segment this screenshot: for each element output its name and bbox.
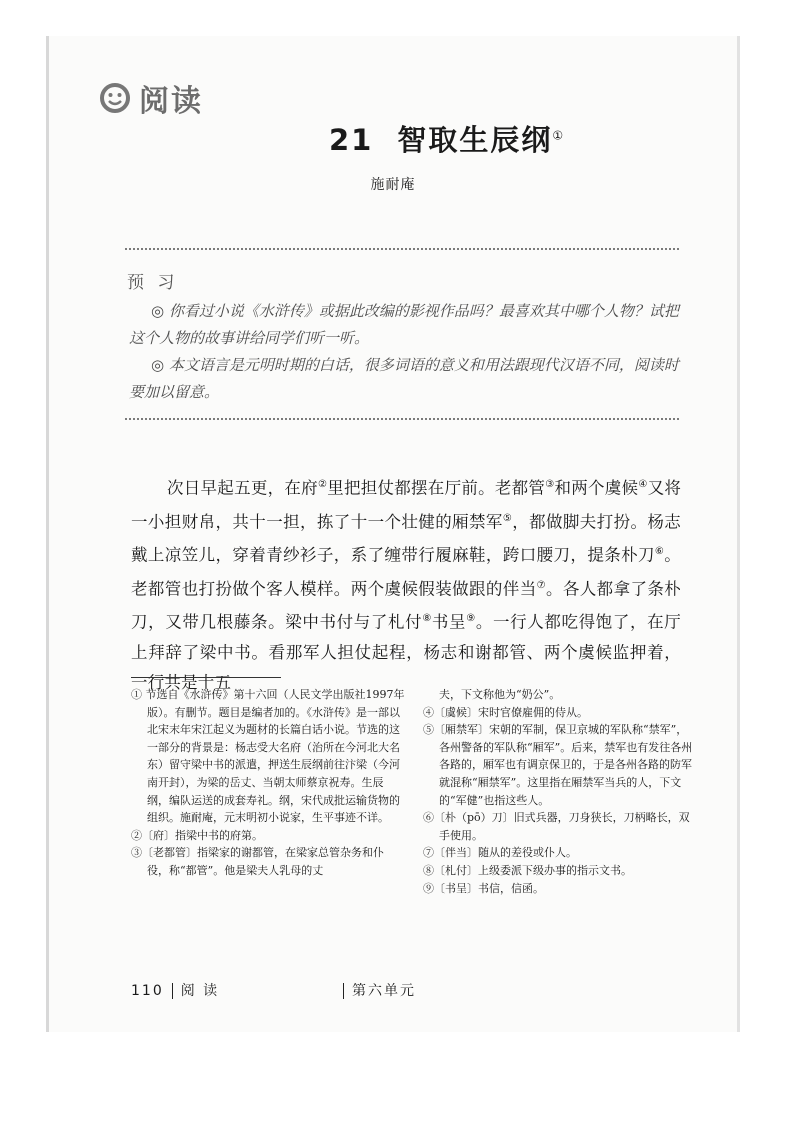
main-text (131, 470, 681, 698)
footnote: ① 节选自《水浒传》第十六回（人民文学出版社1997年版）。有删节。题目是编者加的。《水浒传》是一部以北宋末年宋江起义为题材的长篇白话小说。节选的这一部分的背景是：杨志受大名府（治所在今河北大名东）留守梁中书的派遣，押送生辰纲前往汴梁（今河南开封），为梁的岳丈、当朝太师蔡京祝寿。生辰纲，编队运送的成套寿礼。纲，宋代成批运输货物的组织。施耐庵，元末明初小说家，生平事迹不详。 (131, 688, 405, 825)
divider-top (125, 248, 679, 250)
note-mark: ④ (638, 479, 648, 490)
footnote: ⑨〔书呈〕书信，信函。 (423, 881, 544, 895)
footnotes-left (131, 686, 405, 880)
text-run: 书呈 (431, 612, 467, 632)
note-mark: ② (317, 479, 328, 490)
footnote-continued: 夫，下文称他为“奶公”。 (439, 688, 561, 701)
lesson-title-text: 智取生辰纲 (397, 123, 553, 157)
footnote: ⑤〔厢禁军〕宋朝的军制，保卫京城的军队称“禁军”，各州警备的军队称“厢军”。后来，禁军也有发往各州各路的，厢军也有调京保卫的，于是各州各路的防军就混称“厢禁军”。这里指在厢禁军当兵的人，下文的“军健”也指这些人。 (423, 723, 693, 807)
footer-divider (172, 983, 173, 999)
footnote: ⑥〔朴（pō）刀〕旧式兵器，刀身狭长，刀柄略长，双手使用。 (423, 811, 690, 842)
text-run: 次日早起五更，在府 (167, 478, 318, 498)
footnote-rule (131, 677, 281, 678)
footnotes-right (423, 686, 697, 897)
text-run: 。老都管也打扮做个客人模样。两个虞候假装做跟的伴当 (131, 545, 681, 598)
divider-bottom (125, 418, 679, 420)
page-footer-left (131, 980, 219, 1000)
lesson-number: 21 (329, 123, 374, 157)
preview-item: ◎ 你看过小说《水浒传》或据此改编的影视作品吗？最喜欢其中哪个人物？试把这个人物的故事讲给同学们听一听。 (129, 302, 679, 347)
text-run: 又将一小担财帛，共十一担，拣了十一个壮健的厢禁军 (131, 478, 682, 531)
preview-label: 预 习 (127, 273, 179, 293)
author: 施耐庵 (370, 177, 416, 193)
text-run: 。各人都拿了条朴刀，又带几根藤条。梁中书付与了札付 (131, 579, 681, 632)
footnote: ⑧〔札付〕上级委派下级办事的指示文书。 (423, 863, 632, 877)
text-run: 和两个虞候 (554, 478, 639, 498)
smiley-icon (99, 82, 131, 114)
note-mark: ⑤ (502, 512, 513, 524)
text-run: 。一行人都吃得饱了，在厅上拜辞了梁中书。看那军人担仗起程，杨志和谢都管、两个虞候监押着，一行共是十五 (131, 612, 682, 692)
section-header (99, 76, 203, 120)
page-footer-right (335, 980, 416, 1000)
preview-item: ◎ 本文语言是元明时期的白话，很多词语的意义和用法跟现代汉语不同，阅读时要加以留意。 (129, 356, 679, 401)
note-mark: ③ (545, 479, 555, 490)
title-note-mark: ① (552, 128, 566, 143)
footnote: ②〔府〕指梁中书的府第。 (131, 828, 263, 842)
textbook-page (46, 36, 740, 1032)
note-mark: ⑦ (536, 579, 546, 591)
footer-unit-label: 第六单元 (352, 983, 416, 999)
text-run: 里把担仗都摆在厅前。老都管 (327, 478, 546, 498)
footnote: ⑦〔伴当〕随从的差役或仆人。 (423, 846, 577, 860)
section-title: 阅读 (139, 84, 203, 119)
note-mark: ⑨ (466, 613, 476, 624)
note-mark: ⑧ (422, 613, 432, 624)
text-run: ，都做脚夫打扮。杨志戴上凉笠儿，穿着青纱衫子，系了缠带行履麻鞋，跨口腰刀，提条朴刀 (131, 512, 682, 565)
lesson-title (329, 118, 565, 159)
footer-divider (343, 983, 344, 999)
footnote: ④〔虞候〕宋时官僚雇佣的侍从。 (423, 705, 588, 719)
footer-section-label: 阅 读 (180, 983, 220, 999)
note-mark: ⑥ (654, 546, 665, 557)
footnote: ③〔老都管〕指梁家的谢都管，在梁家总管杂务和仆役，称“都管”。他是梁夫人乳母的丈 (131, 846, 384, 877)
page-number: 110 (131, 983, 164, 999)
